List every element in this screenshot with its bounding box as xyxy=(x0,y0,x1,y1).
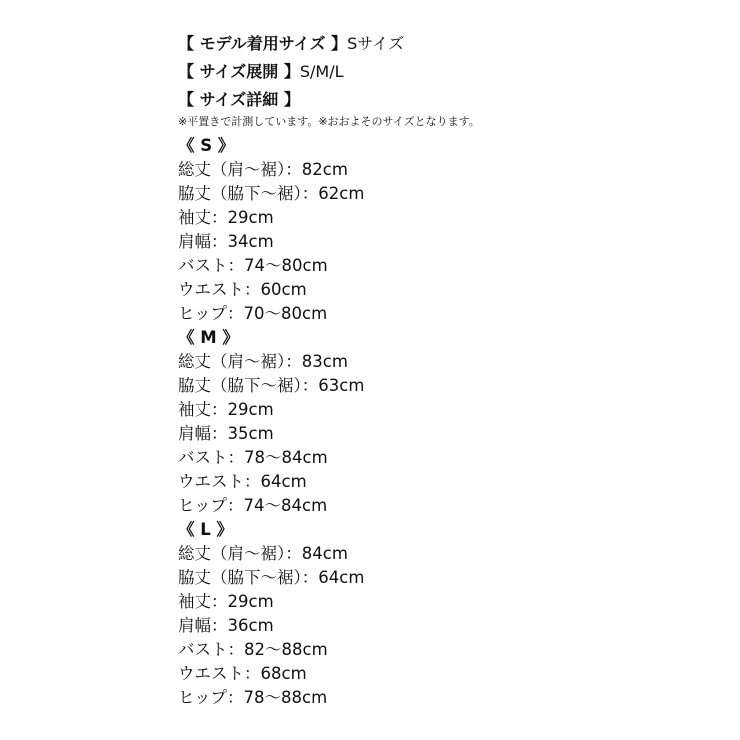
measurement-row: ウエスト：64cm xyxy=(178,472,307,491)
size-label: 《 L 》 xyxy=(178,520,234,539)
size-detail-heading: 【 サイズ詳細 】 xyxy=(178,90,300,109)
model-size-value: Sサイズ xyxy=(347,34,404,53)
measurement-row: 肩幅：36cm xyxy=(178,616,274,635)
model-size-line xyxy=(178,30,718,58)
measurement-row: 総丈（肩～裾）：83cm xyxy=(178,352,348,371)
size-range-heading: 【 サイズ展開 】 xyxy=(178,62,300,81)
measurement-row: 肩幅：34cm xyxy=(178,232,274,251)
measurement-row: バスト：74～80cm xyxy=(178,256,328,275)
model-size-heading: 【 モデル着用サイズ 】 xyxy=(178,34,348,53)
measurement-row: ウエスト：60cm xyxy=(178,280,307,299)
measurement-row: 脇丈（脇下～裾）：64cm xyxy=(178,568,365,587)
size-label: 《 M 》 xyxy=(178,328,239,347)
size-info-block xyxy=(178,30,718,710)
measurement-note: ※平置きで計測しています。※おおよそのサイズとなります。 xyxy=(178,115,480,128)
size-detail-line xyxy=(178,86,718,114)
size-section-s xyxy=(178,134,718,326)
measurement-row: 総丈（肩～裾）：82cm xyxy=(178,160,348,179)
measurement-row: ウエスト：68cm xyxy=(178,664,307,683)
measurement-row: ヒップ：78～88cm xyxy=(178,688,328,707)
measurement-row: 総丈（肩～裾）：84cm xyxy=(178,544,348,563)
measurement-row: 袖丈：29cm xyxy=(178,400,274,419)
size-section-m xyxy=(178,326,718,518)
measurement-row: 脇丈（脇下～裾）：62cm xyxy=(178,184,365,203)
measurement-row: 袖丈：29cm xyxy=(178,208,274,227)
measurement-row: バスト：78～84cm xyxy=(178,448,328,467)
size-label: 《 S 》 xyxy=(178,136,235,155)
size-section-l xyxy=(178,518,718,710)
size-range-line xyxy=(178,58,718,86)
measurement-row: バスト：82～88cm xyxy=(178,640,328,659)
size-range-value: S/M/L xyxy=(299,62,344,81)
measurement-row: 脇丈（脇下～裾）：63cm xyxy=(178,376,365,395)
measurement-row: ヒップ：74～84cm xyxy=(178,496,328,515)
measurement-row: 肩幅：35cm xyxy=(178,424,274,443)
measurement-row: 袖丈：29cm xyxy=(178,592,274,611)
measurement-row: ヒップ：70～80cm xyxy=(178,304,328,323)
